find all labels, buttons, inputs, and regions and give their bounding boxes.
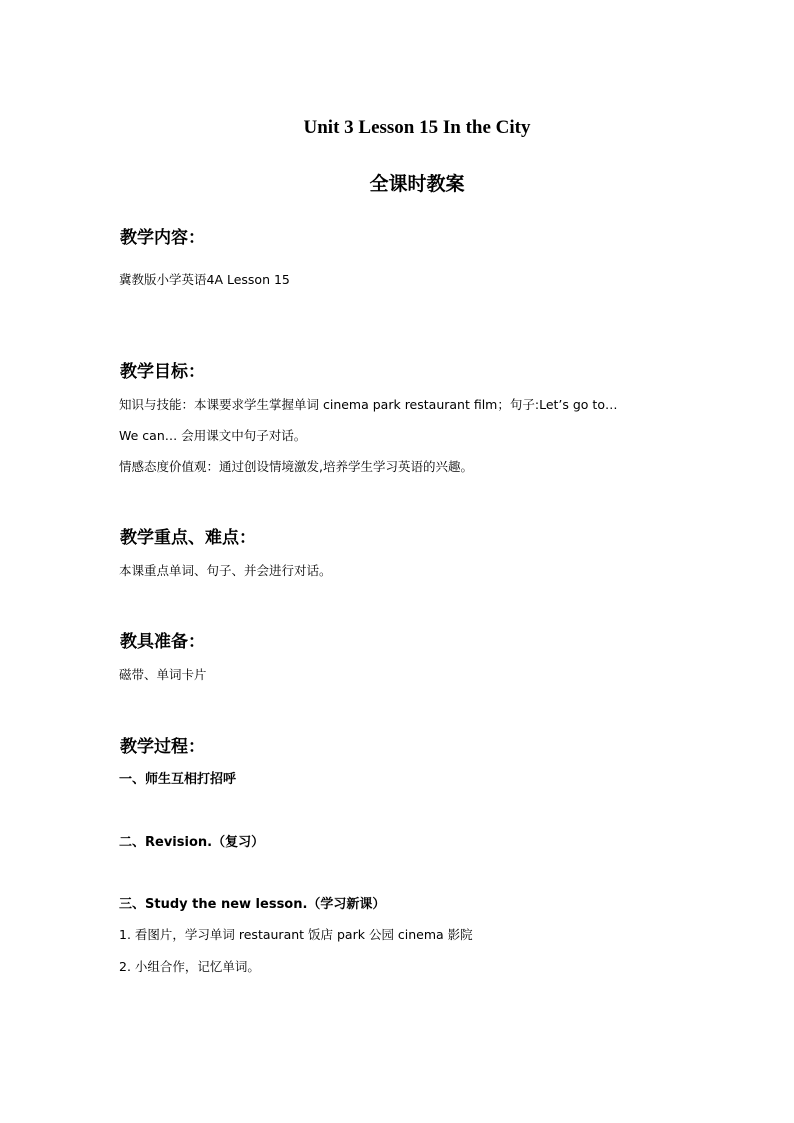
materials-text: 磁带、单词卡片 bbox=[119, 667, 207, 682]
section-heading-process: 教学过程： bbox=[120, 737, 205, 757]
process-step-2: 二、Revision.（复习） bbox=[119, 835, 265, 850]
content-text: 冀教版小学英语4A Lesson 15 bbox=[119, 272, 290, 287]
process-item-2: 2. 小组合作，记忆单词。 bbox=[119, 959, 260, 974]
section-heading-content: 教学内容： bbox=[120, 228, 205, 248]
process-item-1: 1. 看图片，学习单词 restaurant 饭店 park 公园 cinema 影院 bbox=[119, 927, 473, 942]
process-step-3: 三、Study the new lesson.（学习新课） bbox=[119, 897, 386, 912]
process-step-1: 一、师生互相打招呼 bbox=[119, 772, 237, 787]
section-heading-materials: 教具准备： bbox=[120, 632, 205, 652]
objectives-line-1: 知识与技能：本课要求学生掌握单词 cinema park restaurant film；句子:Let’s go to… bbox=[119, 397, 618, 412]
objectives-line-3: 情感态度价值观：通过创设情境激发,培养学生学习英语的兴趣。 bbox=[119, 459, 473, 474]
document-title: Unit 3 Lesson 15 In the City bbox=[303, 117, 531, 138]
key-points-text: 本课重点单词、句子、并会进行对话。 bbox=[119, 563, 332, 578]
document-subtitle: 全课时教案 bbox=[369, 173, 465, 195]
section-heading-key-points: 教学重点、难点： bbox=[120, 528, 256, 548]
objectives-line-2: We can… 会用课文中句子对话。 bbox=[119, 428, 307, 443]
section-heading-objectives: 教学目标： bbox=[120, 362, 205, 382]
